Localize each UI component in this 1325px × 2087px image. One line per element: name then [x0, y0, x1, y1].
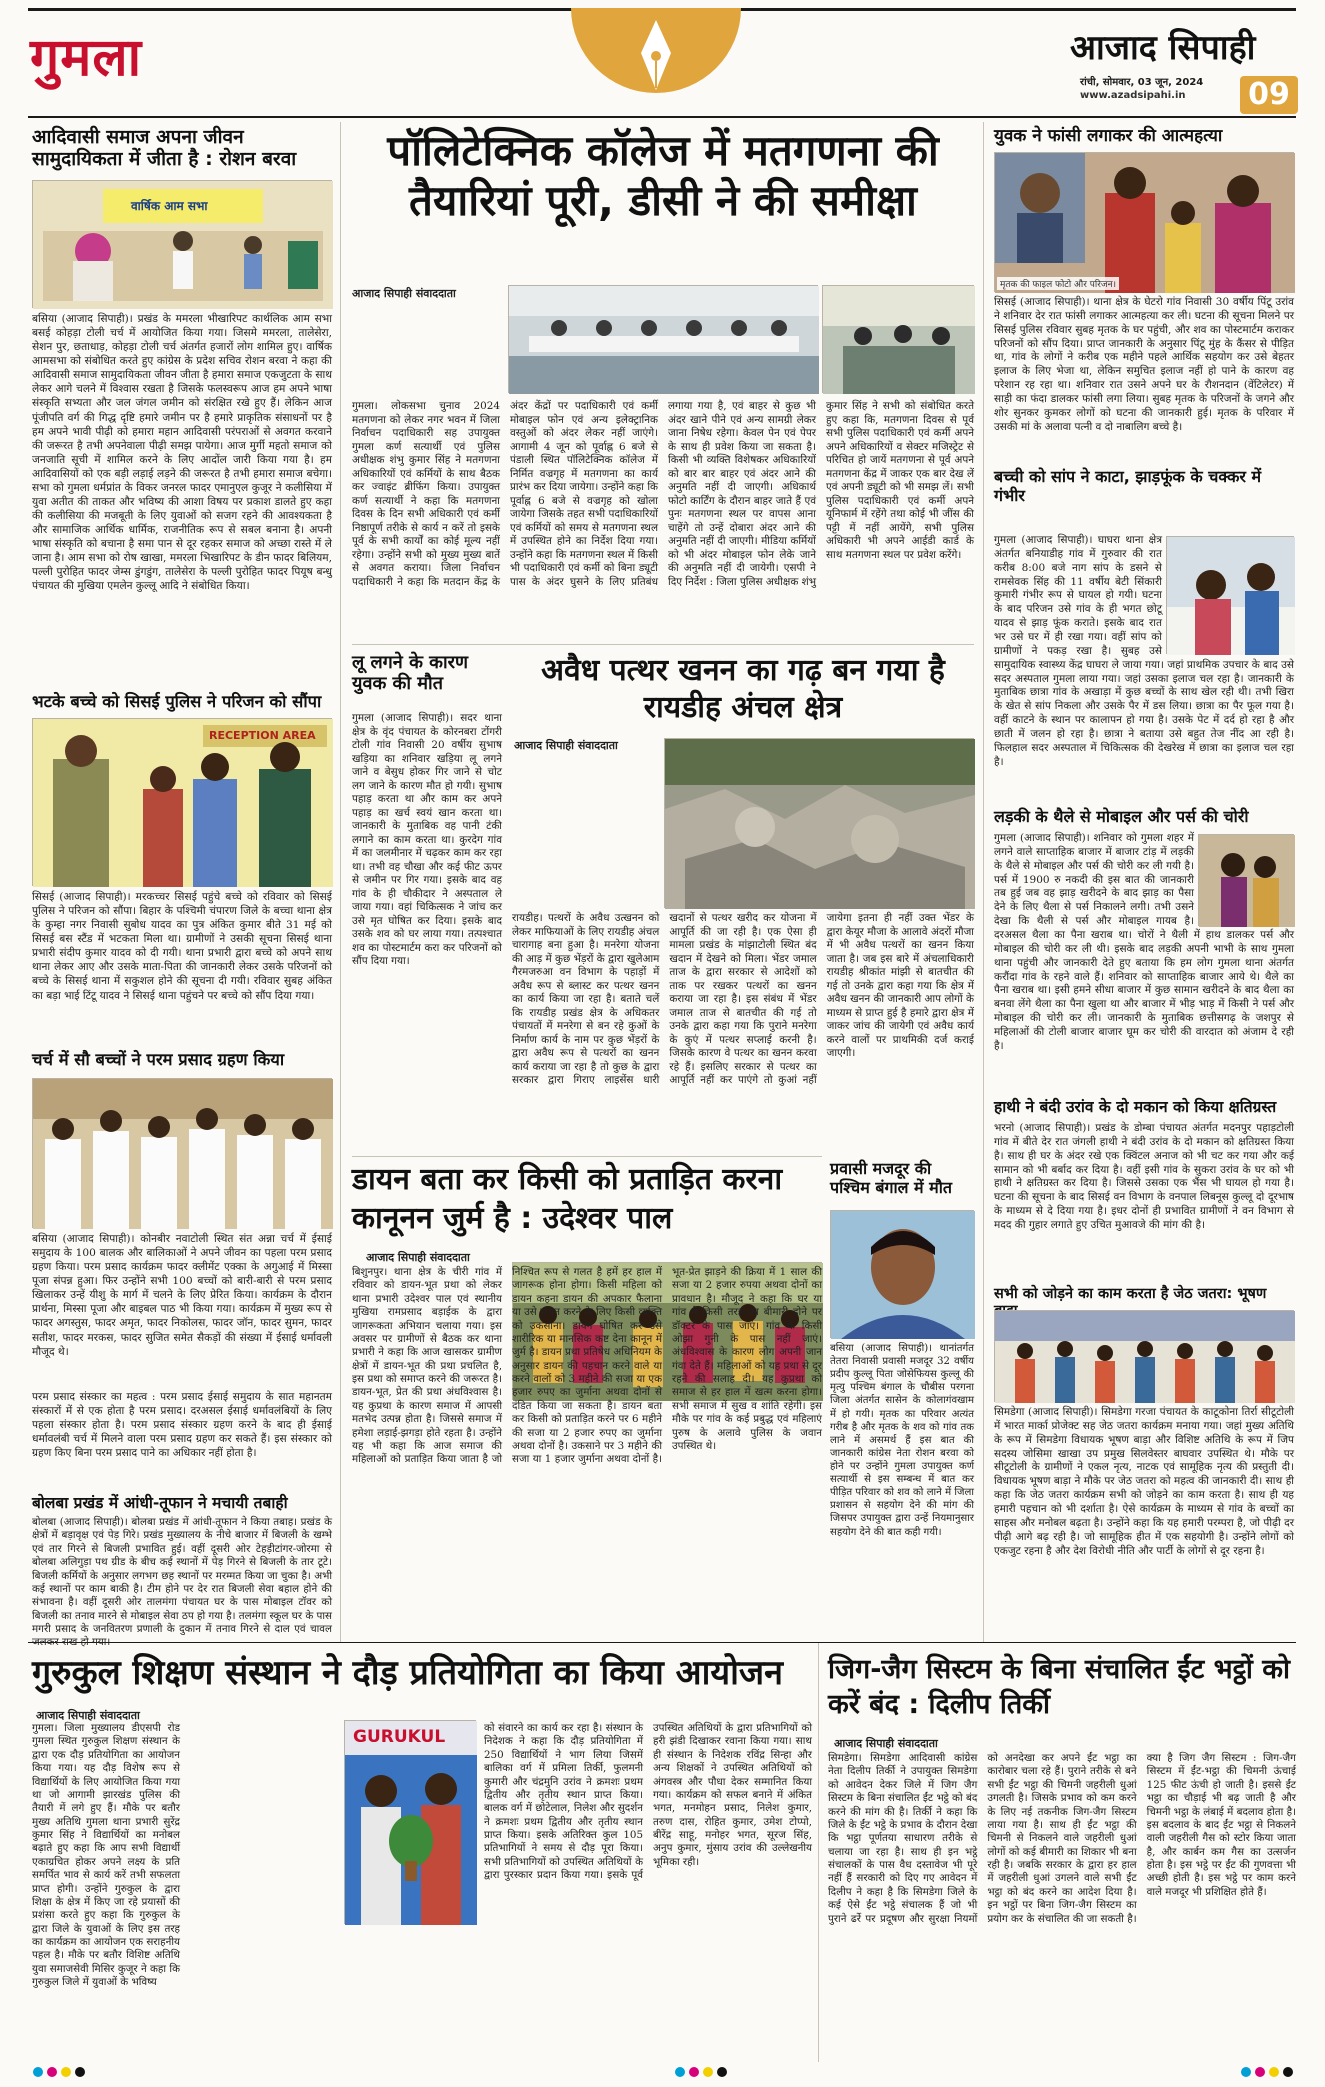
- headline-bhatke: भटके बच्चे को सिसई पुलिस ने परिजन को सौंपा: [32, 692, 322, 711]
- article-dayan-body: बिशुनपुर। थाना क्षेत्र के चीरी गांव में रविवार को डायन-भूत प्रथा को लेकर थाना प्रभारी उदेश्वर पाल एवं स्थानीय मुखिया रामप्रसाद बड़ाईक के द्वारा जागरूकता अभियान चलाया गया। इस अवसर पर ग्रामीणों से बैठक कर थाना प्रभारी ने कहा कि आज खासकर ग्रामीण क्षेत्रों में डायन-भूत की प्रथा प्रचलित है, इस प्रथा को समाप्त करने की जरूरत है। डायन-भूत, प्रेत की प्रथा अंधविश्वास है। यह कुप्रथा के कारण समाज में आपसी मतभेद उत्पन्न होता है। जिससे समाज में हमेशा लड़ाई-झगड़ा होते रहता है। उन्होंने यह भी कहा कि आज समाज की महिलाओं को प्रताड़ित किया जाता है जो निश्चित रूप से गलत है हमें हर हाल में जागरूक होना होगा। किसी महिला को डायन कहना डायन की अपकार फैलाना या उसे डायन करने के लिए किसी व्यक्ति को उकसाना। डायन घोषित कर उसे शारीरिक या मानसिक कष्ट देना कानून में जुर्म है। डायन प्रथा प्रतिषेध अधिनियम के अनुसार डायन की पहचान करने वाले या करने वालों को 3 महीने की सजा या एक हजार रुपए का जुर्माना अथवा दोनों से दंडित किया जा सकता है। डायन बता कर किसी को प्रताड़ित करने पर 6 महीने की सजा या 2 हजार रुपए का जुर्माना अथवा दोनों है। उकसाने पर 3 महीने की सजा या 1 हजार जुर्माना अथवा दोनों है। भूत-प्रेत झाड़ने की क्रिया में 1 साल की सजा या 2 हजार रुपया अथवा दोनों का प्रावधान है। मौजूद ने कहा कि घर या गांव में किसी तरह का बीमारी होने पर डॉक्टर के पास जाएं। गांव के किसी ओझा गुनी के पास नहीं जाएं। अंधविश्वास के कारण लोग अपनी जान गंवा देते हैं। महिलाओं को यह प्रथा से दूर रहने की सलाह दी। यह कुप्रथा को समाज से हर हाल में खत्म करना होगा। सभी समाज में सुख व शांति रहेगी। इस मौके पर गांव के कई प्रबुद्ध एवं महिलाएं पुरुष के अलावे पुलिस के जवान उपस्थित थे।: [352, 1266, 822, 1466]
- article-haathi-body: भरनो (आजाद सिपाही)। प्रखंड के डोम्बा पंचायत अंतर्गत मदनपुर पहाड़टोली गांव में बीते देर रात जंगली हाथी ने बंदी उरांव के दो मकान को क्षतिग्रस्त किया है। साथ ही घर के अंदर रखे एक क्विंटल अनाज को भी चट कर गया और कई सामान को भी बर्बाद कर दिया है। वहीं इसी गांव के सुकरा उरांव के घर को भी हाथी ने क्षतिग्रस्त कर दिया है। जिससे उसका एक भैंस भी घायल हो गया है। घटना की सूचना के बाद सिसई वन विभाग के वनपाल लिबनूस कुल्लू दो दूरभाष के माध्यम से दे दिया गया है। इधर दोनों ही प्रभावित ग्रामीणों ने वन विभाग से मदद की गुहार लगाते हुए उचित मुआवजे की मांग की है।: [994, 1122, 1294, 1232]
- headline-charch: चर्च में सौ बच्चों ने परम प्रसाद ग्रहण किया: [32, 1050, 285, 1069]
- byline-zigzag: आजाद सिपाही संवाददाता: [834, 1737, 938, 1750]
- byline-gurukul: आजाद सिपाही संवाददाता: [36, 1709, 140, 1722]
- article-gurukul-body: गुमला। जिला मुख्यालय डीएसपी रोड गुमला स्थित गुरुकुल शिक्षण संस्थान के द्वारा एक दौड़ प्रतियोगिता का आयोजन किया गया। यह दौड़ विशेष रूप से विद्यार्थियों के लिए आयोजित किया गया था जो आगामी झारखंड पुलिस की तैयारी में लगे हुए हैं। मौके पर बतौर मुख्य अतिथि गुमला थाना प्रभारी सुरेंद्र कुमार सिंह ने विद्यार्थियों का मनोबल बढ़ाते हुए कहा कि आप सभी विद्यार्थी एकाग्रचित होकर अपने लक्ष्य के प्रति समर्पित भाव से कार्य करें तभी सफलता प्राप्त होगी। उन्होंने गुरुकुल के द्वारा शिक्षा के क्षेत्र में किए जा रहे प्रयासों की प्रशंसा करते हुए कहा कि गुरुकुल के द्वारा जिले के युवाओं के लिए इस तरह का कार्यक्रम का आयोजन एक सराहनीय पहल है। मौके पर बतौर विशिष्ट अतिथि युवा समाजसेवी मिसिर कुजूर ने कहा कि गुरुकुल जिले में युवाओं के भविष्य: [32, 1722, 180, 1989]
- article-charch-body: बसिया (आजाद सिपाही)। कोनबीर नवाटोली स्थित संत अन्ना चर्च में ईसाई समुदाय के 100 बालक और बालिकाओं ने अपने जीवन का पहला परम प्रसाद ग्रहण किया। परम प्रसाद कार्यक्रम फादर क्लीमेंट एक्का के अगुआई में मिस्सा पूजा संपन्न हुआ। फिर उन्होंने सभी 100 बच्चों को बारी-बारी से परम प्रसाद खिलाकर उन्हें यीशु के मार्ग में चलने के लिए प्रेरित किया। कार्यक्रम के दौरान प्रार्थना, मिस्सा पूजा और बाइबल पाठ भी किया गया। कार्यक्रम में मुख्य रूप से फादर अगस्तुस, फादर अमृत, फादर निकोलस, फादर जॉन, फादर सुमन, फादर सतीश, फादर मरकस, फादर सुजित समेत सैकड़ों की संख्या में ईसाई धर्मावली मौजूद थे।: [32, 1233, 332, 1358]
- headline-faansi: युवक ने फांसी लगाकर की आत्महत्या: [994, 126, 1223, 146]
- article-bolba-body: बोलबा (आजाद सिपाही)। बोलबा प्रखंड में आंधी-तूफान ने किया तबाह। प्रखंड के क्षेत्रों में बड़ावृक्ष एवं पेड़ गिरे। प्रखंड मुख्यालय के नीचे बाजार में बिजली के खम्भे एवं तार गिरने से बिजली प्रभावित हुई। वहीं दूसरी ओर टेहड़ीटांगर-जोरमा से बोलबा अलिगुड़ा पथ ग्रीड के बीच कई स्थानों में पेड़ गिरने से बिजली के तार टूटे। बिजली कर्मियों के अनुसार लगभग छह स्थानों पर मरम्मत किया जा चुका है। अभी कई स्थानों पर काम बाकी है। टीम होने पर देर रात बिजली सेवा बहाल होने की संभावना है। वहीं दूसरी ओर तालमंगा पंचायत घर के पास मोबाइल टॉवर को बिजली का तनाव मारने से मोबाइल सेवा ठप हो गया है। तलमंगा स्कूल घर के पास मगरी प्रसाद के जनवितरण प्रणाली के दुकान में तनाव गिरने से दाल एवं चावल जलकर राख हो गया।: [32, 1516, 332, 1649]
- footer-color-marks: [30, 2064, 1296, 2078]
- headline-roshan: आदिवासी समाज अपना जीवन सामुदायिकता में जीता है : रोशन बरवा: [32, 126, 297, 171]
- headline-saanp: बच्ची को सांप ने काटा, झाड़फूंक के चक्कर में गंभीर: [994, 467, 1262, 505]
- article-zigzag-body: सिमडेगा। सिमडेगा आदिवासी कांग्रेस नेता दिलीप तिर्की ने उपायुक्त सिमडेगा को आवेदन देकर जिले में जिग जैग सिस्टम के बिना संचालित ईंट भट्ठे को बंद करने की मांग की है। तिर्की ने कहा कि जिले के ईंट भट्ठे के प्रभाव के दौरान देखा कि भट्ठा पूर्णतया साधारण तरीके से चलाया जा रहा है। साथ ही इन भट्ठे संचालकों के पास वैध दस्तावेज भी पूरे नहीं हैं सरकारी को दिए गए आवेदन में दिलीप ने कहा है कि सिमडेगा जिले के कई ऐसे ईंट भट्ठे संचालक हैं जो भी पुराने ढर्रे पर प्रदूषण और सुरक्षा नियमों को अनदेखा कर अपने ईंट भट्ठा का कारोबार चला रहे हैं। पुराने तरीके से बने सभी ईंट भट्ठा की चिमनी जहरीली धुआं उगलती है। जिसके प्रभाव को कम करने के लिए नई तकनीक जिग-जैग सिस्टम लाया गया है। साथ ही ईंट भट्ठा की चिमनी से निकलने वाले जहरीली धुआं लोगों को कई बीमारी का शिकार भी बना रही है। जबकि सरकार के द्वारा हर हाल में जहरीली धुआं उगलने वाले सभी ईंट भट्ठा को बंद करने का आदेश दिया है। इन भट्ठों पर बिना जिग-जैग सिस्टम का प्रयोग कर के संचालित की जा सकती है। क्या है जिग जैग सिस्टम : जिग-जैग सिस्टम में ईंट-भट्ठा की चिमनी ऊंचाई 125 फीट ऊंची हो जाती है। इससे ईंट भट्ठा का चौड़ाई भी बढ़ जाती है और चिमनी भट्ठा के लंबाई में बदलाव होता है। इस बदलाव के बाद ईंट भट्ठा से निकलने वाली जहरीली गैस को स्टोर किया जाता है, और कार्बन कम गैस का उत्सर्जन होता है। इस भट्ठे पर ईंट की गुणवत्ता भी अच्छी होती है। इस भट्ठे पर काम करने वाले मजदूर भी प्रशिक्षित होते हैं।: [828, 1752, 1296, 1925]
- headline-polytechnic: पॉलिटेक्निक कॉलेज में मतगणना की तैयारियां पूरी, डीसी ने की समीक्षा: [387, 126, 939, 226]
- article-saanp-body: गुमला (आजाद सिपाही)। घाघरा थाना क्षेत्र अंतर्गत बनियाडीह गांव में गुरुवार की रात करीब 8:00 बजे नाग सांप के डसने से रामसेवक सिंह की 11 वर्षीय बेटी सिंकारी कुमारी गंभीर रूप से घायल हो गयी। घटना के बाद परिजन उसे गांव के ही भगत छोटू यादव से झाड़ फूंक कराते। इसके बाद रात भर उसे घर में ही रखा गया। वहीं सांप को ग्रामीणों ने पकड़ रखा है। सुबह उसे सामुदायिक स्वास्थ्य केंद्र घाघरा ले जाया गया। जहां प्राथमिक उपचार के बाद उसे सदर अस्पताल गुमला लाया गया। जहां उसका इलाज चल रहा है। जानकारी के मुताबिक छात्रा गांव के अखाड़ा में कुछ बच्चों के साथ खेल रही थी। तभी खिरा के खेत से सांप निकला और उसके पैर में डस लिया। छात्रा का पैर फूल गया है। वहीं काटने के स्थान पर कालापन हो गया है। उसके पेट में दर्द हो रहा है और छाती में जलन हो रहा है। छात्रा ने बताया उसे बहुत तेज नींद आ रही है। फिलहाल सदर अस्पताल में चिकित्सक की देखरेख में छात्रा का इलाज चल रहा है।: [994, 534, 1294, 768]
- column-rule: [340, 122, 341, 1642]
- article-mobile-body: गुमला (आजाद सिपाही)। शनिवार को गुमला शहर में लगने वाले साप्ताहिक बाजार में बाजार टांड़ में लड़की के थैले से मोबाइल और पर्स की चोरी कर ली गयी है। पर्स में 1900 रु नकदी की इस बात की जानकारी तब हुई जब वह झाड़ खरीदने के बाद झाड़ का पैसा देने के लिए थैला से पर्स निकालने लगी। तभी उसने देखा कि थैली से पर्स और मोबाइल गायब है। दरअसल थैला का पैना खराब था। चोरों ने थैली में हाथ डालकर पर्स और मोबाइल की चोरी कर ली थी। इसके बाद लड़की अपनी भाभी के साथ गुमला थाना पहुंची और जानकारी देते हुए बताया कि हम लोग गुमला थाना अंतर्गत करौंदा गांव के रहने वाले हैं। शनिवार को साप्ताहिक बाजार आये थे। थैले का पैना खराब था। इसी हमने सीधा बाजार में कुछ सामान खरीदने के बाद थैला का बनवा लेंगे थैला का पैना खुला था और बाजार में भीड़ भाड़ में किसी ने पर्स और मोबाइल की चोरी कर ली। जानकारी के मुताबिक छत्तीसगढ़ के जशपुर से महिलाओं की टोली बाजार बाजार घूम कर चोरी की वारदात को अंजाम दे रही है।: [994, 832, 1294, 1052]
- article-pravasi-body: बसिया (आजाद सिपाही)। थानांतर्गत तेतरा निवासी प्रवासी मजदूर 32 वर्षीय प्रदीप कुल्लू पिता जोसेफियस कुल्लू की मृत्यु पश्चिम बंगाल के चौबीस परगना जिला अंतर्गत सासेन के कोलागंवखाम में हो गयी। मृतक का परिवार अत्यंत गरीब है और मृतक के शव को गांव तक लाने में असमर्थ हैं इस बात की जानकारी कांग्रेस नेता रोशन बरवा को होने पर उन्होंने गुमला उपायुक्त कर्ण सत्यार्थी से इस सम्बन्ध में बात कर पीड़ित परिवार को शव को लाने में जिला प्रशासन से सहयोग देने की मांग की जिसपर उपायुक्त द्वारा उन्हें नियमानुसार सहयोग देने की बात कही गयी।: [830, 1343, 974, 1538]
- headline-bolba: बोलबा प्रखंड में आंधी-तूफान ने मचायी तबाही: [32, 1494, 288, 1512]
- section-rule: [352, 644, 974, 645]
- article-jethjatra-body: सिमडेगा (आजाद सिपाही)। सिमडेगा गरजा पंचायत के काटूकोना तिर्रा सीटूटोली में भारत मार्का प्रोजेक्ट सह जेठ जतरा कार्यक्रम मनाया गया। जहां मुख्य अतिथि के रूप में सिमडेगा विधायक भूषण बाड़ा और विशिष्ट अतिथि के रूप में जिप सदस्य जोसिमा खाखा उप प्रमुख सिलवेस्तर बाघवार उपस्थित थे। मौके पर सीटूटोली के ग्रामीणों ने एकल नृत्य, नाटक एवं सामूहिक नृत्य की प्रस्तुती दी। विधायक भूषण बाड़ा ने मौके पर जेठ जतरा को महत्व की जानकारी दी। साथ ही कहा कि जेठ जतरा कार्यक्रम सभी को जोड़ने का काम करता है। साथ ही यह हमारी पहचान को भी दर्शाता है। ऐसे कार्यक्रम के माध्यम से गांव के बच्चों का साहस और मनोबल बढ़ता है। उन्होंने कहा कि यह हमारी परम्परा है, जो पीढ़ी दर पीढ़ी आगे बढ़ रही है। जो सामूहिक हीत में एक सहयोगी है। उन्होंने लोगों को एकजुट रहना है और देश विरोधी नीति और पार्टी के लोगों से दूर रहना है।: [994, 1406, 1294, 1557]
- column-rule: [983, 122, 984, 1642]
- paper-name: आजाद सिपाही: [1070, 28, 1256, 68]
- website: www.azadsipahi.in: [1080, 90, 1186, 101]
- photo-communion-children: [32, 1078, 332, 1228]
- article-bhatke-body: सिसई (आजाद सिपाही)। मरकच्चर सिसई पहुंचे बच्चे को रविवार को सिसई पुलिस ने परिजन को सौंपा। बिहार के पश्चिमी चंपारण जिले के बच्चा थाना क्षेत्र के कुम्हा नगर निवासी सुबोध यादव का पुत्र अंकित कुमार बीते 31 मई को सिसई बस स्टैंड में भटकता मिला था। ग्रामीणों ने उसकी सूचना सिसई थाना प्रभारी संदीप कुमार यादव को दी गयी। थाना प्रभारी द्वारा बच्चे को अपने साथ थाना लेकर आए और उसके माता-पिता की जानकारी लेकर उसके परिजनों को बच्चे के सिसई थाना में सकुशल होने की सूचना दी गयी। रविवार सुबह अंकित का बड़ा भाई टिंटू यादव ने सिसई थाना पहुंचने पर बच्चे को सौंप दिया गया।: [32, 891, 332, 1002]
- article-loo-body: गुमला (आजाद सिपाही)। सदर थाना क्षेत्र के वृंद पंचायत के कोरनबरा टोंगरी टोली गांव निवासी 20 वर्षीय सुभाष खड़िया का शनिवार खड़िया लू लगने जाने व बेसुध होकर गिर जाने से चोट लग जाने के कारण मौत हो गयी। सुभाष पहाड़ करता था और काम कर अपने पहाड़ का खर्च स्वयं खान करता था। जानकारी के मुताबिक वह पानी टंकी लगाने का काम करता था। कुरदेग गांव में का जलमीनार में चढ़कर काम कर रहा था। तभी वह चौखा और कई फीट ऊपर से जमीन पर गिर गया। इसके बाद वह गांव के ही चौकीदार ने अस्पताल ले जाया गया। वहां चिकित्सक ने जांच कर उसे मृत घोषित कर दिया। इसके बाद उसके शव को घर लाया गया। तत्पश्चात शव का पोस्टमार्टम करा कर परिजनों को सौंप दिया गया।: [352, 712, 502, 968]
- reception-sign: RECEPTION AREA: [209, 729, 316, 742]
- headline-pravasi: प्रवासी मजदूर की पश्चिम बंगाल में मौत: [830, 1159, 953, 1197]
- dateline: रांची, सोमवार, 03 जून, 2024: [1080, 77, 1204, 88]
- headline-mobile: लड़की के थैले से मोबाइल और पर्स की चोरी: [994, 807, 1249, 826]
- headline-dayan: डायन बता कर किसी को प्रताड़ित करना कानूनन जुर्म है : उदेश्वर पाल: [352, 1162, 783, 1236]
- headline-jethjatra: सभी को जोड़ने का काम करता है जेठ जतरा: भूषण: [994, 1286, 1267, 1302]
- byline-polytechnic: आजाद सिपाही संवाददाता: [352, 287, 456, 300]
- header-rule: [28, 116, 1296, 118]
- section-rule: [352, 1156, 822, 1157]
- photo-church-meeting: [32, 180, 332, 308]
- banner-text: वार्षिक आम सभा: [131, 199, 208, 213]
- section-title: गुमला: [30, 28, 143, 88]
- article-patthar-body: रायडीह। पत्थरों के अवैध उत्खनन को लेकर माफियाओं के लिए रायडीह अंचल चारागाह बना हुआ है। मनरेगा योजना की आड़ में कुछ भेंड़रों के द्वारा खुलेआम गैरमजरुआ वन विभाग के पहाड़ों में अवैध रूप से ब्लास्ट कर पत्थर खनन का कार्य किया जा रहा है। बताते चलें कि रायडीह प्रखंड क्षेत्र के अधिकतर पंचायतों में मनरेगा से बन रहे कुओं के निर्माण कार्य के नाम पर कुछ भेंड़रों के द्वारा अवैध रूप से पत्थरों का खनन कार्य कराया जा रहा है तो कुछ के द्वारा सरकार द्वारा गिराए लाइसेंस धारी खदानों से पत्थर खरीद कर योजना में आपूर्ति की जा रही है। एक ऐसा ही मामला प्रखंड के मांझाटोली स्थित बंद खदान में देखने को मिला। भेंडर जमाल ताज के द्वारा सरकार से आदेशों को ताक पर रखकर पत्थरों का खनन कराया जा रहा है। इस संबंध में भेंडर जमाल ताज से बातचीत की गई तो उनके द्वारा कहा गया कि पुराने मनरेगा के कुएं में पत्थर सप्लाई करनी है। जिसके कारण वे पत्थर का खनन करवा रहे हैं। इसलिए सरकार से पत्थर का आपूर्ति नहीं कर पाएंगे तो कुआं नहीं जायेगा इतना ही नहीं उक्त भेंडर के द्वारा केयूर मौजा के आलावे अंदरों मौजा में भी अवैध पत्थरों का खनन किया जाता है। जब इस बारे में अंचलाधिकारी रायडीह श्रीकांत मांझी से बातचीत की गई तो उनके द्वारा कहा गया कि क्षेत्र में अवैध खनन की जानकारी आप लोगों के माध्यम से प्राप्त हुई है हमारे द्वारा क्षेत्र में जाकर जांच की जायेगी एवं अवैध कार्य करने वालों पर प्राथमिकी दर्ज कराई जाएगी।: [512, 912, 974, 1087]
- article-faansi-body: सिसई (आजाद सिपाही)। थाना क्षेत्र के घेटरो गांव निवासी 30 वर्षीय पिंटू उरांव ने शनिवार देर रात फांसी लगाकर आत्महत्या कर ली। घटना की सूचना मिलने पर सिसई पुलिस रविवार सुबह मृतक के घर पहुंची, और शव का पोस्टमार्टम कराकर परिजनों को सौंप दिया। प्राप्त जानकारी के अनुसार पिंटू मुंह के कैंसर से पीड़ित था, गांव के लोगों ने करीब एक महीने पहले आर्थिक सहयोग कर उसे बेहतर इलाज के लिए भेजा था, लेकिन समुचित इलाज नहीं हो पाने के कारण वह परेशान रह रहा था। शनिवार रात उसने अपने घर के रौशनदान (वेंटिलेटर) में साड़ी का फंदा डालकर फांसी लगा लिया। सुबह मृतक के परिजनों के जगने और शोर सुनकर कुमकर लोगों को घटना की जानकारी हुई। मृतक के परिवार में उसकी मां के अलावा पत्नी व दो नाबालिग बच्चे है।: [994, 296, 1294, 433]
- masthead: [0, 0, 1325, 118]
- photo-gurukul-event: [344, 1720, 476, 1924]
- headline-patthar: अवैध पत्थर खनन का गढ़ बन गया है रायडीह अंचल क्षेत्र: [541, 653, 945, 726]
- headline-zigzag: जिग-जैग सिस्टम के बिना संचालित ईंट भट्ठों को करें बंद : दिलीप तिर्की: [828, 1654, 1290, 1721]
- byline-patthar: आजाद सिपाही संवाददाता: [514, 739, 618, 752]
- photo-jeth-jatra: [994, 1310, 1294, 1402]
- section-rule: [28, 1642, 1296, 1643]
- gurukul-banner-text: GURUKUL: [353, 1727, 446, 1747]
- pen-nib-emblem: [571, 8, 741, 108]
- photo-police-child: [32, 718, 332, 886]
- article-gurukul-body-cont: को संवारने का कार्य कर रहा है। संस्थान के निदेशक ने कहा कि दौड़ प्रतियोगिता में 250 विद्यार्थियों ने भाग लिया जिसमें बालिका वर्ग में प्रमिला तिर्की, फुलमनी कुमारी और चंद्रमुनि उरांव ने क्रमशः प्रथम द्वितीय और तृतीय स्थान प्राप्त किया। बालक वर्ग में छोटेलाल, निलेश और सुदर्शन ने क्रमशः प्रथम द्वितीय और तृतीय स्थान प्राप्त किया। इसके अतिरिक्त कुल 105 प्रतिभागियों ने समय से दौड़ पूरा किया। सभी प्रतिभागियों को उपस्थित अतिथियों के द्वारा पुरस्कार प्रदान किया गया। इसके पूर्व उपस्थित अतिथियों के द्वारा प्रतिभागियों को हरी झंडी दिखाकर रवाना किया गया। साथ ही संस्थान के निदेशक रविंद्र सिन्हा और अन्य शिक्षकों ने उपस्थित अतिथियों को अंगवस्त्र और पौधा देकर सम्मानित किया गया। कार्यक्रम को सफल बनाने में अंकित भगत, मनमोहन प्रसाद, निलेश कुमार, तरुण दास, रोहित कुमार, उमेश टोप्पो, बीरेंद्र साहू, मनोहर भगत, सूरज सिंह, अनुप कुमार, मुंसाय उरांव की उल्लेखनीय भूमिका रही।: [484, 1722, 812, 1882]
- article-charch-body2: परम प्रसाद संस्कार का महत्व : परम प्रसाद ईसाई समुदाय के सात महानतम संस्कारों में से एक होता है परम प्रसाद। दरअसल ईसाई धर्मावलंबियों के लिए पहला संस्कार होता है। परम प्रसाद संस्कार ग्रहण करने के बाद ही ईसाई धर्मावलंबी चर्च में मिलने वाला परम प्रसाद ग्रहण कर सकते हैं। इस संस्कार को ग्रहण किए बिना परम प्रसाद पाने का अधिकार नहीं होता है।: [32, 1391, 332, 1460]
- page-number: 09: [1240, 76, 1298, 114]
- article-roshan-body: बसिया (आजाद सिपाही)। प्रखंड के ममरला भीखारिपट कार्थलिक आम सभा बसई कोहड़ा टोली चर्च में आयोजित किया गया। जिसमे ममरला, तालेसेरा, सेशन पुर, छताधाड़, कोहड़ा टोली चर्च अंतर्गत हजारों लोग शामिल हुए। वार्षिक आमसभा को संबोधित करते हुए कांग्रेस के प्रदेश सचिव रोशन बरवा ने कहा की आदिवासी समाज सामुदायिकता जीवन जीता है हमारा समाज एकजुटता के साथ लेकर आगे चलने में विश्वास रखता है जिसके फलस्वरूप आज हम अपने भाषा संस्कृति सभ्यता और जल जंगल जमीन को संरक्षित रखे हुए हैं। लेकिन आज पूंजीपति वर्ग की गिद्ध दृष्टि हमारे जमीन पर है हमारे प्राकृतिक संसाधनों पर है हम अपने भावी पीढ़ी को हमारा महान आदिवासी परंपराओं से अवगत करवाने की जरूरत है तभी अपनेवाला पीढ़ी समझ पायेगा। आज मुर्गी महतो समाज को जनजाति सूची में शामिल करने के लिए आदोंल जारी किया गया है। हम आदिवासियों को एक बड़ी लड़ाई लड़ने की जरूरत है तभी हमारा समाज बचेगा। सभा को गुमला धर्मप्रांत के विकर जनरल फादर एमानुएल कुजूर ने कलीसिया में युवा अतीत की ताकत और भविष्य की आशा विषय पर प्रकाश डालते हुए कहा की कलीसिया की मजबूती के लिए युवाओं को सजग रहने की आवश्यकता है और सामाजिक आर्थिक धार्मिक, राजनीतिक रूप से सबल बनाना है। अपनी भाषा संस्कृति को बचाना है समा पान से दूर रहकर समाज को अच्छा रास्ते में ले जाना है। आम सभा को रोष खाखा, ममरला भिखारिपट के डीन फादर बिलियम, पल्ली पुरोहित फादर जेम्स डुंगडुंग, तालेसेरा के पल्ली पुरोहित फादर पियूष बन्धु पंचायत की मुखिया एमलेन कुल्लू आदि ने संबोधित किया।: [32, 313, 332, 593]
- headline-loo: लू लगने के कारण युवक की मौत: [352, 652, 469, 695]
- column-rule: [818, 1642, 819, 2062]
- photo-deceased-worker: [830, 1210, 974, 1338]
- byline-dayan: आजाद सिपाही संवाददाता: [366, 1251, 470, 1264]
- headline-haathi: हाथी ने बंदी उरांव के दो मकान को किया क्षतिग्रस्त: [994, 1098, 1277, 1116]
- article-polytechnic-body: गुमला। लोकसभा चुनाव 2024 मतगणना को लेकर नगर भवन में जिला निर्वाचन पदाधिकारी सह उपायुक्त गुमला कर्ण सत्यार्थी एवं पुलिस अधीक्षक शंभु कुमार सिंह ने मतगणना अधिकारियों एवं कर्मियों के साथ बैठक कर ज्वाइंट ब्रीफिंग किया। उपायुक्त कर्ण सत्यार्थी ने कहा कि मतगणना दिवस के दिन सभी अधिकारी एवं कर्मी निष्ठापूर्ण तरीके से कार्य न करें तो इसके पूर्व के सभी कार्यों का कोई मूल्य नहीं रहेगा। उन्होंने सभी को मुख्य मुख्य बातें से अवगत कराया। जिला निर्वाचन पदाधिकारी ने कहा कि मतदान केंद्र के अंदर केंद्रों पर पदाधिकारी एवं कर्मी मोबाइल फोन एवं अन्य इलेक्ट्रानिक वस्तुओं को अंदर लेकर नहीं जाएंगे। आगामी 4 जून को पूर्वाह्न 6 बजे से पंडाली स्थित पॉलिटेक्निक कॉलेज में निर्मित वज्रगृह में मतगणना का कार्य प्रारंभ कर दिया जायेगा। उन्होंने कहा कि पूर्वाह्न 6 बजे से वज्रगृह को खोला जायेगा जिसके तहत सभी पदाधिकारियों एवं कर्मियों को समय से मतगणना स्थल में उपस्थित होने का निर्देश दिया गया। उन्होंने कहा कि मतगणना स्थल में किसी भी पदाधिकारी एवं कर्मी को बिना ड्यूटी पास के अंदर घुसने के लिए प्रतिबंध लगाया गया है, एवं बाहर से कुछ भी अंदर खाने पीने एवं अन्य सामग्री लेकर जाना निषेध रहेगा। केवल पेन एवं पेपर के साथ ही प्रवेश किया जा सकता है। किसी भी व्यक्ति विशेषकर अधिकारियों को बार बार बाहर एवं अंदर आने की अनुमति नहीं दी जाएगी। अधिकार्थ फोटो कार्टिंग के दौरान बाहर जाते हैं एवं पुनः मतगणना स्थल पर वापस आना चाहेंगे तो उन्हें दोबारा अंदर आने की अनुमति नहीं दी जाएगी। मीडिया कर्मियों को भी अंदर मोबाइल फोन लेके जाने की अनुमति नहीं दी जायेगी। एसपी ने दिए निर्देश : जिला पुलिस अधीक्षक शंभु कुमार सिंह ने सभी को संबोधित करते हुए कहा कि, मतगणना दिवस से पूर्व सभी पुलिस पदाधिकारी एवं कर्मी अपने अपने अधिकारियों व सेक्टर मजिस्ट्रेट से परिचित हो जायें मतगणना से पूर्व अपने मतगणना केंद्र में जाकर एक बार देख लें एवं अपनी ड्यूटी को भी समझ लें। सभी पुलिस पदाधिकारी एवं कर्मी अपने यूनिफार्म में रहेंगे तथा कोई भी जींस की पट्टी में नहीं आयेंगे, सभी पुलिस अधिकारी भी अपने आईडी कार्ड के साथ मतगणना स्थल पर प्रवेश करेंगे।: [352, 400, 974, 588]
- headline-gurukul: गुरुकुल शिक्षण संस्थान ने दौड़ प्रतियोगिता का किया आयोजन: [32, 1653, 783, 1693]
- photo-family: [994, 152, 1294, 292]
- photo-caption: मृतक की फाइल फोटो और परिजन।: [997, 277, 1119, 290]
